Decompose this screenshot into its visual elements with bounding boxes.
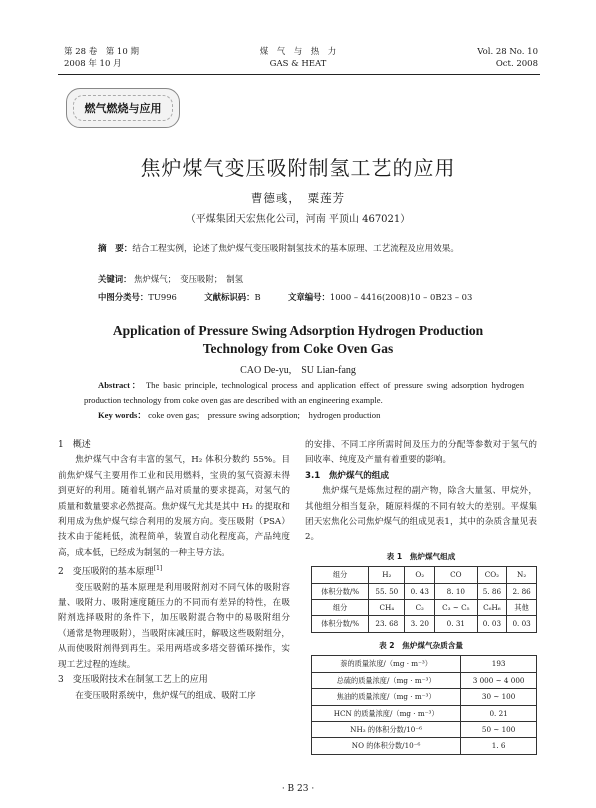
authors-cn: 曹德彧， 粟莲芳 xyxy=(250,191,346,205)
table-cell: 5. 86 xyxy=(477,583,507,599)
table-2-caption: 表 2 焦炉煤气杂质含量 xyxy=(379,640,463,650)
section-2-paragraph: 变压吸附的基本原理是利用吸附剂对不同气体的吸附容量、吸附力、吸附速度随压力的不同而有差异的特性，在吸附剂选择吸附的条件下，加压吸附混合物中的易吸附组分（通常是物理吸附），当吸附床减压时，解吸这些吸附组分，从而使吸附剂得到再生。采用两塔或多塔交替循环操作，实现工艺过程的连续。 xyxy=(58,582,290,670)
table-cell: 组分 xyxy=(312,600,369,616)
article-title-cn: 焦炉煤气变压吸附制氢工艺的应用 xyxy=(140,156,456,180)
table-cell: 体积分数/% xyxy=(312,583,369,599)
table-row xyxy=(312,567,537,583)
table-row xyxy=(312,616,537,632)
section-3-heading: 3 变压吸附技术在制氢工艺上的应用 xyxy=(58,675,208,686)
abstract-text-en: The basic principle, technological process and application effect of pressure swing adsorption hydrogen production technology from coke oven gas are described with an engineering example. xyxy=(84,380,524,405)
table-cell: 1. 6 xyxy=(461,738,537,754)
table-cell: 其他 xyxy=(507,600,537,616)
affiliation-cn: （平煤集团天宏焦化公司，河南 平顶山 467021） xyxy=(185,214,411,225)
section-1-heading: 1 概述 xyxy=(58,440,91,450)
table-cell: CO₂ xyxy=(477,567,507,583)
section-3-1-heading: 3.1 焦炉煤气的组成 xyxy=(305,470,389,481)
table-cell: 3. 20 xyxy=(405,616,435,632)
volume-issue-en: Vol. 28 No. 10 xyxy=(477,47,538,57)
section-2-title: 2 变压吸附的基本原理 xyxy=(58,567,154,578)
table-cell: C₆H₆ xyxy=(477,600,507,616)
left-column xyxy=(58,438,290,704)
table-cell: 2. 86 xyxy=(507,583,537,599)
section-badge-label: 燃气燃烧与应用 xyxy=(73,95,173,121)
section-badge xyxy=(66,88,180,128)
table-cell: N₂ xyxy=(507,567,537,583)
table-cell: 0. 31 xyxy=(435,616,477,632)
table-cell: 总硫的质量浓度/（mg · m⁻³） xyxy=(312,672,461,688)
reference-marker: [1] xyxy=(153,565,163,573)
section-3-paragraph: 在变压吸附系统中，焦炉煤气的组成、吸附工序 xyxy=(75,690,256,701)
table-cell: 体积分数/% xyxy=(312,616,369,632)
table-cell: 193 xyxy=(461,656,537,672)
abstract-label-cn: 摘 要： xyxy=(98,244,133,254)
keywords-text-cn: 焦炉煤气； 变压吸附； 制氢 xyxy=(134,274,244,284)
table-cell: H₂ xyxy=(369,567,405,583)
classification-line xyxy=(98,291,472,303)
table-cell: 萘的质量浓度/（mg · m⁻³） xyxy=(312,656,461,672)
section-2-heading xyxy=(58,561,290,580)
table-cell: C₃ ~ C₅ xyxy=(435,600,477,616)
table-cell: CO xyxy=(435,567,477,583)
table-cell: CH₄ xyxy=(369,600,405,616)
table-cell: 50 ~ 100 xyxy=(461,721,537,737)
table-cell: NO 的体积分数/10⁻⁶ xyxy=(312,738,461,754)
table-cell: 0. 43 xyxy=(405,583,435,599)
table-cell: HCN 的质量浓度/（mg · m⁻³） xyxy=(312,705,461,721)
table-row xyxy=(312,672,537,688)
table-cell: 23. 68 xyxy=(369,616,405,632)
journal-name-cn: 煤 气 与 热 力 xyxy=(259,47,337,57)
table-row xyxy=(312,738,537,754)
table-cell: 0. 21 xyxy=(461,705,537,721)
article-title-en xyxy=(0,322,596,358)
table-cell: 8. 10 xyxy=(435,583,477,599)
abstract-label-en: Abstract： xyxy=(98,380,143,390)
issue-date-en: Oct. 2008 xyxy=(495,59,538,69)
keywords-en xyxy=(98,409,380,421)
table-row xyxy=(312,600,537,616)
section-3-1-paragraph: 焦炉煤气是炼焦过程的副产物，除含大量氢、甲烷外，其他组分相当复杂，随原料煤的不同有较大的差别。平煤集团天宏焦化公司焦炉煤气的组成见表1，其中的杂质含量见表 2。 xyxy=(305,486,537,543)
abstract-text-cn: 结合工程实例，论述了焦炉煤气变压吸附制氢技术的基本原理、工艺流程及应用效果。 xyxy=(132,244,459,254)
table-row xyxy=(312,705,537,721)
table-2 xyxy=(311,655,537,754)
authors-en: CAO De-yu, SU Lian-fang xyxy=(240,365,356,376)
article-number-value: 1000 – 4416(2008)10 – 0B23 – 03 xyxy=(329,292,473,302)
issue-date: 2008 年 10 月 xyxy=(64,59,122,69)
journal-name-en: GAS & HEAT xyxy=(269,59,327,69)
header-rule xyxy=(58,74,540,75)
volume-issue: 第 28 卷 第 10 期 xyxy=(64,47,139,57)
table-cell: 3 000 ~ 4 000 xyxy=(461,672,537,688)
table-cell: 组分 xyxy=(312,567,369,583)
table-cell: 55. 50 xyxy=(369,583,405,599)
right-column xyxy=(305,438,537,755)
keywords-label-en: Key words： xyxy=(98,410,146,420)
title-en-line2: Technology from Coke Oven Gas xyxy=(202,341,394,356)
table-1-caption: 表 1 焦炉煤气组成 xyxy=(386,551,456,561)
keywords-text-en: coke oven gas; pressure swing adsorption; hydrogen production xyxy=(148,410,381,420)
keywords-cn xyxy=(98,273,243,285)
table-row xyxy=(312,656,537,672)
table-row xyxy=(312,689,537,705)
clc-label: 中图分类号： xyxy=(98,292,149,302)
table-cell: NH₃ 的体积分数/10⁻⁶ xyxy=(312,721,461,737)
table-cell: 0. 03 xyxy=(507,616,537,632)
table-cell: 焦油的质量浓度/（mg · m⁻³） xyxy=(312,689,461,705)
table-cell: C₂ xyxy=(405,600,435,616)
table-cell: 30 ~ 100 xyxy=(461,689,537,705)
doc-code-value: B xyxy=(254,292,261,302)
clc-value: TU996 xyxy=(148,292,177,302)
article-number-label: 文章编号： xyxy=(287,292,330,302)
table-1 xyxy=(311,566,537,633)
section-1-paragraph: 焦炉煤气中含有丰富的氢气，H₂ 体积分数约 55%。目前焦炉煤气主要用作工业和民用燃料，宝贵的氢气资源未得到更好的利用。随着轧钢产品对质量的要求提高，对氢气的质量和数量要求必然提高。焦炉煤气尤其是其中 H₂ 的提取和利用成为焦炉煤气综合利用的发展方向。变压吸附（PSA）技术由于能耗低，流程简单，装置自动化程度高，产品纯度高，成本低，已经成为制氢的一种主导方法。 xyxy=(58,455,290,558)
doc-code-label: 文献标识码： xyxy=(204,292,255,302)
section-3-continued: 的安排、不同工序所需时间及压力的分配等参数对于氢气的回收率、纯度及产量有着重要的影响。 xyxy=(305,440,537,466)
abstract-cn xyxy=(66,241,536,257)
page-number: · B 23 · xyxy=(281,784,315,794)
keywords-label-cn: 关键词： xyxy=(98,274,132,284)
table-row xyxy=(312,721,537,737)
table-row xyxy=(312,583,537,599)
journal-volume-info-en xyxy=(477,46,538,70)
table-cell: 0. 03 xyxy=(477,616,507,632)
table-cell: O₂ xyxy=(405,567,435,583)
title-en-line1: Application of Pressure Swing Adsorption Hydrogen Production xyxy=(112,323,484,338)
abstract-en xyxy=(84,378,524,408)
